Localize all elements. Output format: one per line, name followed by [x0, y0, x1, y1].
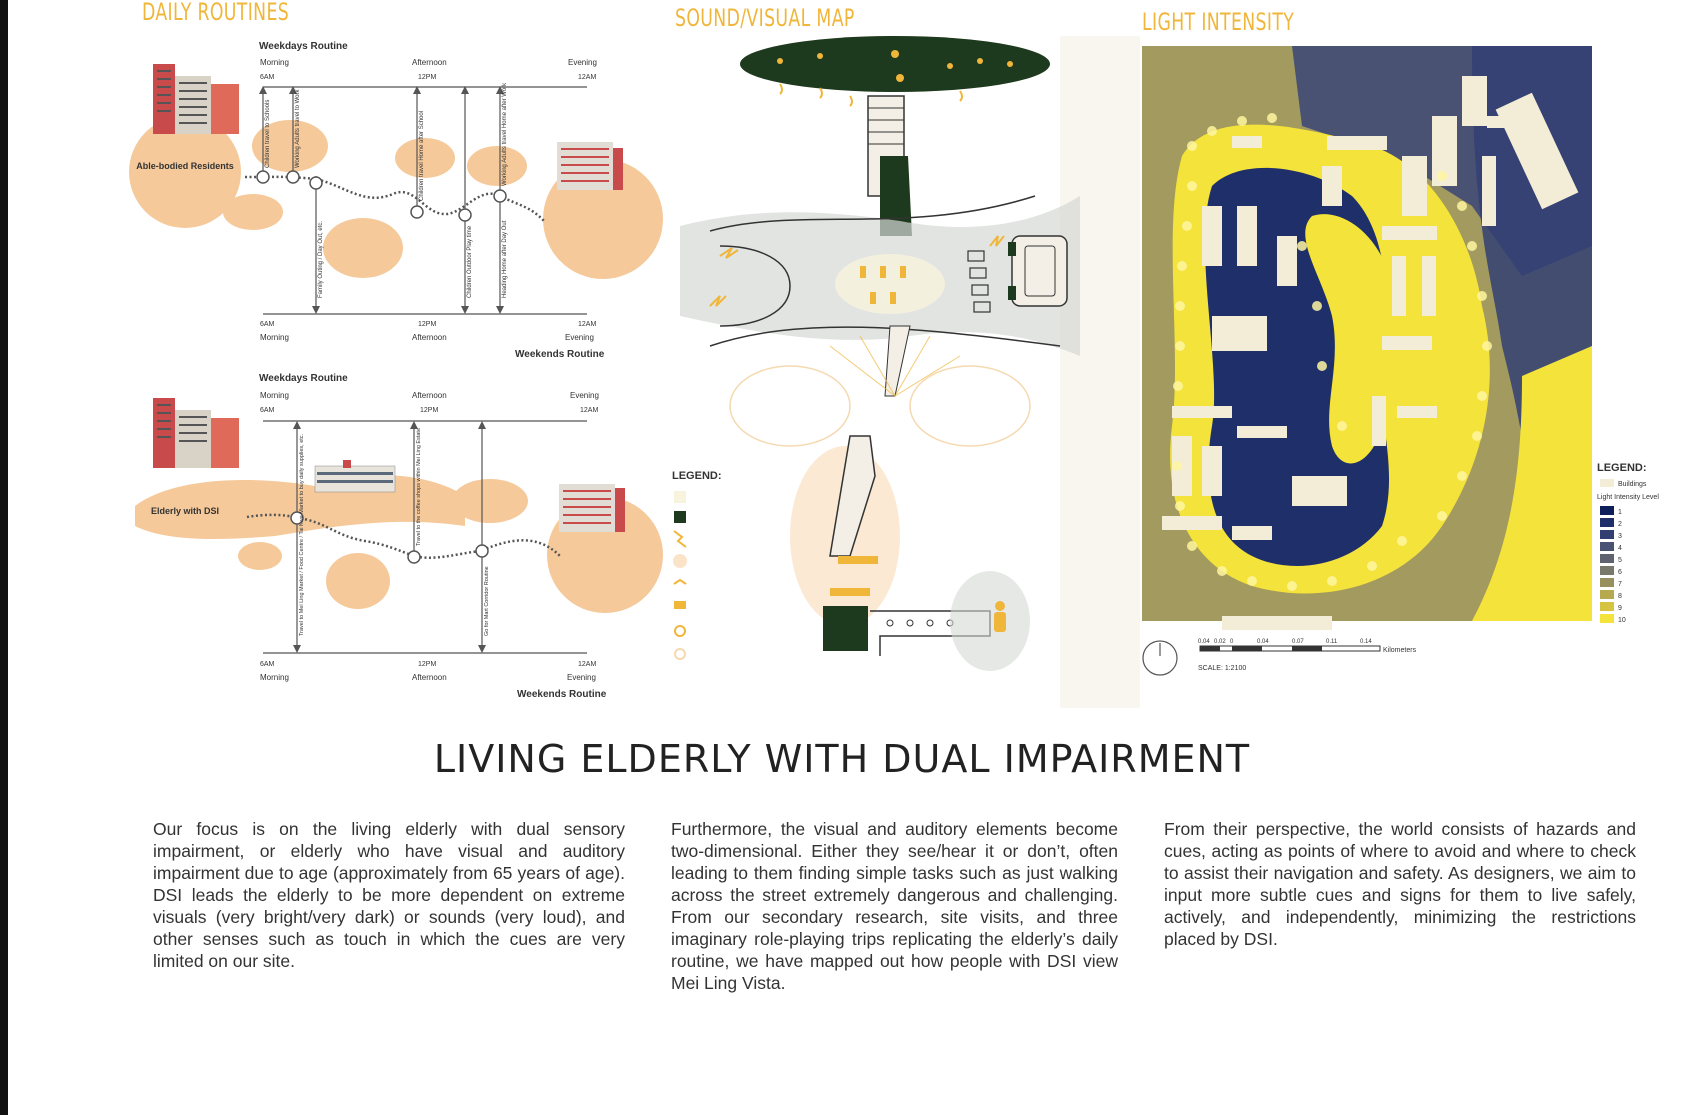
activity-heading-home: Heading Home after Day Out: [502, 220, 508, 298]
routine-bottom-header: Weekdays Routine: [259, 373, 348, 384]
legend-level-label-6: 6: [1618, 569, 1622, 576]
scale-tick-6: 0.14: [1360, 639, 1372, 645]
routine-bottom-clock-12pm: 12PM: [420, 407, 439, 414]
able-bodied-label-line: Able-bodied Residents: [136, 161, 234, 171]
routine-bottom-bottom-morning: Morning: [260, 673, 289, 682]
blob-playground: [467, 146, 527, 186]
activity-coffee-shop: Travel to the coffee shops within Mei Ling Estate: [416, 427, 422, 546]
scale-tick-2: 0: [1230, 639, 1234, 645]
light-level-legend: [1600, 506, 1626, 624]
blob-elderly-group: [238, 542, 282, 570]
routine-top-bottom-clock-12pm: 12PM: [418, 321, 437, 328]
legend-level-swatch-7: [1600, 578, 1614, 587]
left-edge-bar: [0, 0, 8, 1115]
routine-bottom-bottom-afternoon: Afternoon: [412, 673, 447, 682]
blob-coffee-shop: [326, 553, 390, 609]
routine-top-footer: Weekends Routine: [515, 349, 605, 360]
routine-top-bottom-evening: Evening: [565, 333, 594, 342]
scale-bar: [1198, 639, 1417, 672]
hdb-building-right-2: [559, 484, 625, 532]
routine-bottom: [135, 373, 663, 700]
routine-top: [129, 41, 663, 360]
routine-bottom-bottom-clock-12pm: 12PM: [418, 661, 437, 668]
routine-bottom-arrowheads: [293, 421, 486, 653]
routine-top-bottom-clock-6am: 6AM: [260, 321, 275, 328]
routine-top-stops: [257, 171, 506, 221]
routine-top-header: Weekdays Routine: [259, 41, 348, 52]
scale-unit: Kilometers: [1383, 647, 1417, 654]
routine-top-clock-6am: 6AM: [260, 74, 275, 81]
legend-level-label-2: 2: [1618, 521, 1622, 528]
blob-corridor: [452, 479, 528, 523]
scale-tick-5: 0.11: [1326, 639, 1338, 645]
activity-outdoor-play: Children Outdoor Play time: [467, 225, 473, 298]
activity-children-home: Children travel Home after School: [419, 110, 425, 201]
scale-tick-1: 0.02: [1214, 639, 1226, 645]
scale-ratio: SCALE: 1:2100: [1198, 665, 1247, 672]
routine-top-bottom-morning: Morning: [260, 333, 289, 342]
legend-intensity-title: Light Intensity Level: [1597, 494, 1659, 501]
hdb-building-left: [153, 64, 239, 134]
routine-top-time-afternoon: Afternoon: [412, 58, 447, 67]
paragraph-2: Furthermore, the visual and auditory elements become two-dimensional. Either they see/hear it or don’t, often leading to them finding simple tasks such as just walking across the street extremely dangerous and challenging. From our secondary research, site visits, and three imaginary role-playing trips replicating the elderly’s daily routine, we have mapped out how people with DSI view Mei Ling Vista.: [671, 819, 1118, 993]
car-icon: [1008, 236, 1067, 306]
legend-level-swatch-3: [1600, 530, 1614, 539]
activity-market-trip: Travel to Mei Ling Market / Food Centre / Tai Kwa Market to buy daily supplies, etc.: [299, 433, 305, 636]
light-intensity-title: LIGHT INTENSITY: [1142, 8, 1295, 36]
routine-bottom-time-morning: Morning: [260, 391, 289, 400]
crossing-light: [835, 254, 945, 314]
paragraph-3: From their perspective, the world consists of hazards and cues, acting as points of where to avoid and where to check to assist their navigation and safety. As designers, we aim to input more subtle cues and signs for them to live safely, actively, and independently, minimizing the restrictions placed by DSI.: [1164, 819, 1636, 949]
dark-zone: [823, 606, 868, 651]
legend-level-swatch-8: [1600, 590, 1614, 599]
page-heading: LIVING ELDERLY WITH DUAL IMPAIRMENT: [433, 737, 1251, 781]
legend-level-label-3: 3: [1618, 533, 1622, 540]
routine-top-bottom-afternoon: Afternoon: [412, 333, 447, 342]
legend-level-label-1: 1: [1618, 509, 1622, 516]
light-legend-title: LEGEND:: [1597, 462, 1647, 474]
able-bodied-label: [136, 161, 234, 171]
sound-visual-map-title: SOUND/VISUAL MAP: [675, 4, 855, 32]
legend-level-label-9: 9: [1618, 605, 1622, 612]
elderly-dsi-label: Elderly with DSI: [150, 506, 220, 516]
legend-level-label-8: 8: [1618, 593, 1622, 600]
person-icon: [994, 601, 1006, 632]
sound-map-legend-title: LEGEND:: [672, 470, 722, 482]
tree-canopy: [740, 36, 1050, 92]
stair-marker-2: [830, 588, 870, 596]
routine-top-time-morning: Morning: [260, 58, 289, 67]
routine-top-bottom-clock-12am: 12AM: [578, 321, 597, 328]
activity-adults-to-work: Working Adults travel to Work: [295, 89, 301, 168]
stair-marker-1: [838, 556, 878, 564]
hdb-building-left-2: [153, 398, 239, 468]
routine-bottom-bottom-clock-12am: 12AM: [578, 661, 597, 668]
activity-adults-home: Working Adults travel Home after Work: [502, 82, 508, 186]
routine-bottom-footer: Weekends Routine: [517, 689, 607, 700]
daily-routines-title: DAILY ROUTINES: [142, 0, 290, 26]
blob-after-school: [395, 138, 455, 178]
routine-bottom-activity-labels: [299, 428, 490, 636]
routine-top-clock-12am: 12AM: [578, 74, 597, 81]
routine-top-clock-12pm: 12PM: [418, 74, 437, 81]
legend-level-swatch-4: [1600, 542, 1614, 551]
routine-bottom-clock-12am: 12AM: [580, 407, 599, 414]
legend-buildings-swatch: [1600, 479, 1614, 487]
activity-corridor-routine: Go for Mart Corridor Routine: [484, 566, 490, 636]
legend-level-label-4: 4: [1618, 545, 1622, 552]
paragraph-1: Our focus is on the living elderly with dual sensory impairment, or elderly who have visual and auditory impairment due to age (approximately from 65 years of age). DSI leads the elderly to be more dependent on extreme visuals (very bright/very dark) or sounds (very loud), and other senses such as touch in which the cues are very limited on our site.: [153, 819, 625, 971]
legend-level-label-7: 7: [1618, 581, 1622, 588]
routine-bottom-time-evening: Evening: [570, 391, 599, 400]
legend-level-swatch-5: [1600, 554, 1614, 563]
scale-tick-4: 0.07: [1292, 639, 1304, 645]
blob-kids: [223, 194, 283, 230]
activity-family-outing: Family Outing / Day Out, etc.: [318, 220, 324, 298]
sound-visual-map-diagram: [672, 36, 1140, 708]
legend-level-swatch-9: [1600, 602, 1614, 611]
daily-routines-diagram: [135, 36, 670, 716]
legend-level-swatch-10: [1600, 614, 1614, 623]
routine-top-time-evening: Evening: [568, 58, 597, 67]
routine-bottom-bottom-evening: Evening: [567, 673, 596, 682]
routine-bottom-clock-6am: 6AM: [260, 407, 275, 414]
legend-level-swatch-1: [1600, 506, 1614, 515]
legend-level-swatch-6: [1600, 566, 1614, 575]
legend-level-swatch-2: [1600, 518, 1614, 527]
routine-bottom-time-afternoon: Afternoon: [412, 391, 447, 400]
scale-tick-3: 0.04: [1257, 639, 1269, 645]
routine-bottom-bottom-clock-6am: 6AM: [260, 661, 275, 668]
blob-family: [323, 218, 403, 278]
legend-level-label-5: 5: [1618, 557, 1622, 564]
light-intensity-map: [1142, 46, 1684, 686]
map-side-tint: [1060, 36, 1140, 708]
market-building: [315, 460, 395, 492]
hdb-building-right: [557, 142, 623, 190]
legend-level-label-10: 10: [1618, 617, 1626, 624]
activity-children-to-school: Children travel to Schools: [265, 99, 271, 168]
scale-tick-0: 0.04: [1198, 639, 1210, 645]
person-zone: [950, 571, 1030, 671]
routine-bottom-vertical-arrows: [297, 423, 482, 651]
legend-buildings-label: Buildings: [1618, 481, 1647, 488]
